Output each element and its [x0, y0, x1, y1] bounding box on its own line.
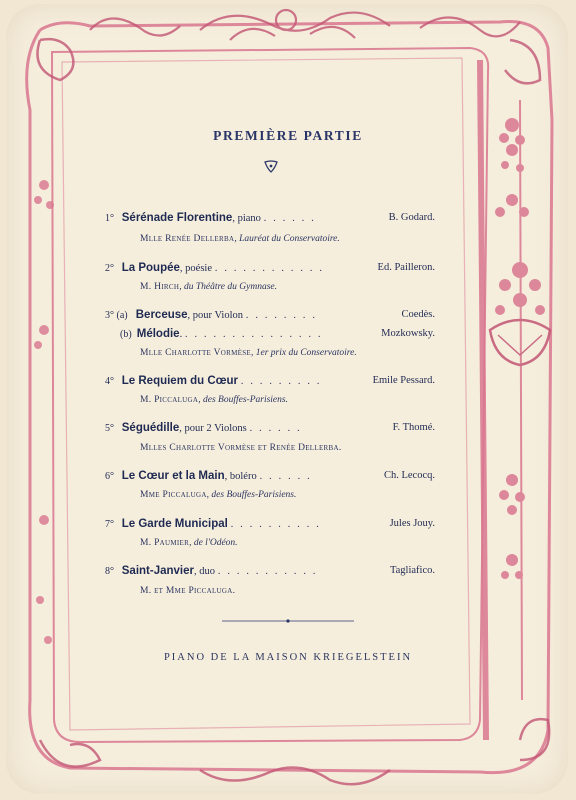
piece-title: Berceuse — [135, 309, 188, 321]
piece-title: Mélodie — [136, 328, 180, 340]
performer-note: , des Bouffes-Parisiens. — [206, 490, 297, 500]
performer-note: , Lauréat du Conservatoire. — [234, 234, 340, 244]
performer-name: Mme Piccaluga — [140, 490, 207, 500]
item-number: 2° — [105, 263, 114, 274]
piece-title: Saint-Janvier — [121, 565, 194, 577]
leader-dots: . . . . . . — [263, 212, 316, 224]
performer-name: Mlles Charlotte Vormèse et Renée Dellerba. — [140, 443, 342, 453]
performer-name: M. et Mme Piccaluga. — [140, 586, 236, 596]
piece-description: . — [179, 329, 185, 340]
item-number: 4° — [105, 376, 114, 387]
item-number: 1° — [105, 213, 114, 224]
composer: Jules Jouy. — [389, 518, 435, 529]
piece-title: Le Cœur et la Main — [121, 470, 225, 482]
performer-note: , des Bouffes-Parisiens. — [198, 395, 288, 405]
performer-4 — [140, 395, 288, 405]
composer: Emile Pessard. — [372, 375, 435, 386]
item-number: 7° — [105, 519, 114, 530]
footer-note: PIANO DE LA MAISON KRIEGELSTEIN — [163, 652, 413, 663]
piece-description: , pour 2 Violons — [179, 423, 247, 434]
performer-7 — [140, 538, 238, 548]
leader-dots: . . . . . . . . — [245, 309, 318, 321]
piece-description: , boléro — [224, 471, 257, 482]
performer-6 — [140, 490, 296, 500]
performer-note: , 1er prix du Conservatoire. — [250, 348, 357, 358]
piece-description: , pour Violon — [187, 310, 244, 321]
composer: Mozkowsky. — [381, 328, 435, 339]
performer-name: M. Piccaluga — [140, 395, 199, 405]
program-item-3b — [120, 328, 435, 340]
performer-1 — [140, 234, 340, 244]
leader-dots: . . . . . . . . . — [240, 375, 322, 387]
program-item-8 — [105, 565, 435, 577]
item-number: (b) — [120, 329, 132, 340]
performer-name: Mlle Charlotte Vormèse — [140, 348, 251, 358]
piece-description: , poésie — [179, 263, 212, 274]
piece-title: Le Requiem du Cœur — [121, 375, 239, 387]
program-item-2 — [105, 262, 435, 274]
composer: Coedès. — [401, 309, 435, 320]
performer-note: , de l'Odéon. — [189, 538, 238, 548]
leader-dots: . . . . . . . . . . . — [217, 565, 318, 577]
composer: B. Godard. — [388, 212, 435, 223]
performer-3 — [140, 348, 357, 358]
program-item-7 — [105, 518, 435, 530]
leader-dots: . . . . . . — [259, 470, 312, 482]
item-number: 5° — [105, 423, 114, 434]
composer: Ed. Pailleron. — [377, 262, 435, 273]
composer: Tagliafico. — [389, 565, 435, 576]
program-item-6 — [105, 470, 435, 482]
piece-title: Séguédille — [121, 422, 180, 434]
item-number: 8° — [105, 566, 114, 577]
piece-title: Le Garde Municipal — [121, 518, 228, 530]
program-item-3a — [105, 309, 435, 321]
performer-5 — [140, 443, 342, 453]
piece-title: La Poupée — [121, 262, 180, 274]
item-number: 6° — [105, 471, 114, 482]
performer-name: Mlle Renée Dellerba — [140, 234, 235, 244]
divider-rule — [222, 619, 354, 623]
section-title: PREMIÈRE PARTIE — [213, 128, 363, 143]
program-item-1 — [105, 212, 435, 224]
piece-description: , duo — [193, 566, 215, 577]
item-number: 3° (a) — [105, 310, 128, 321]
leader-dots: . . . . . . . . . . — [230, 518, 321, 530]
leader-dots: . . . . . . . . . . . . — [214, 262, 324, 274]
performer-2 — [140, 282, 277, 292]
program-item-5 — [105, 422, 435, 434]
leader-dots: . . . . . . . . . . . . . . . — [184, 328, 323, 340]
program-item-4 — [105, 375, 435, 387]
leader-dots: . . . . . . — [249, 422, 302, 434]
performer-8 — [140, 586, 235, 596]
fleuron-icon — [263, 160, 279, 174]
performer-note: , du Théâtre du Gymnase. — [179, 282, 277, 292]
performer-name: M. Hirch — [140, 282, 180, 292]
piece-title: Sérénade Florentine — [121, 212, 233, 224]
composer: Ch. Lecocq. — [383, 470, 435, 481]
performer-name: M. Paumier — [140, 538, 190, 548]
composer: F. Thomé. — [392, 422, 435, 433]
piece-description: , piano — [232, 213, 261, 224]
